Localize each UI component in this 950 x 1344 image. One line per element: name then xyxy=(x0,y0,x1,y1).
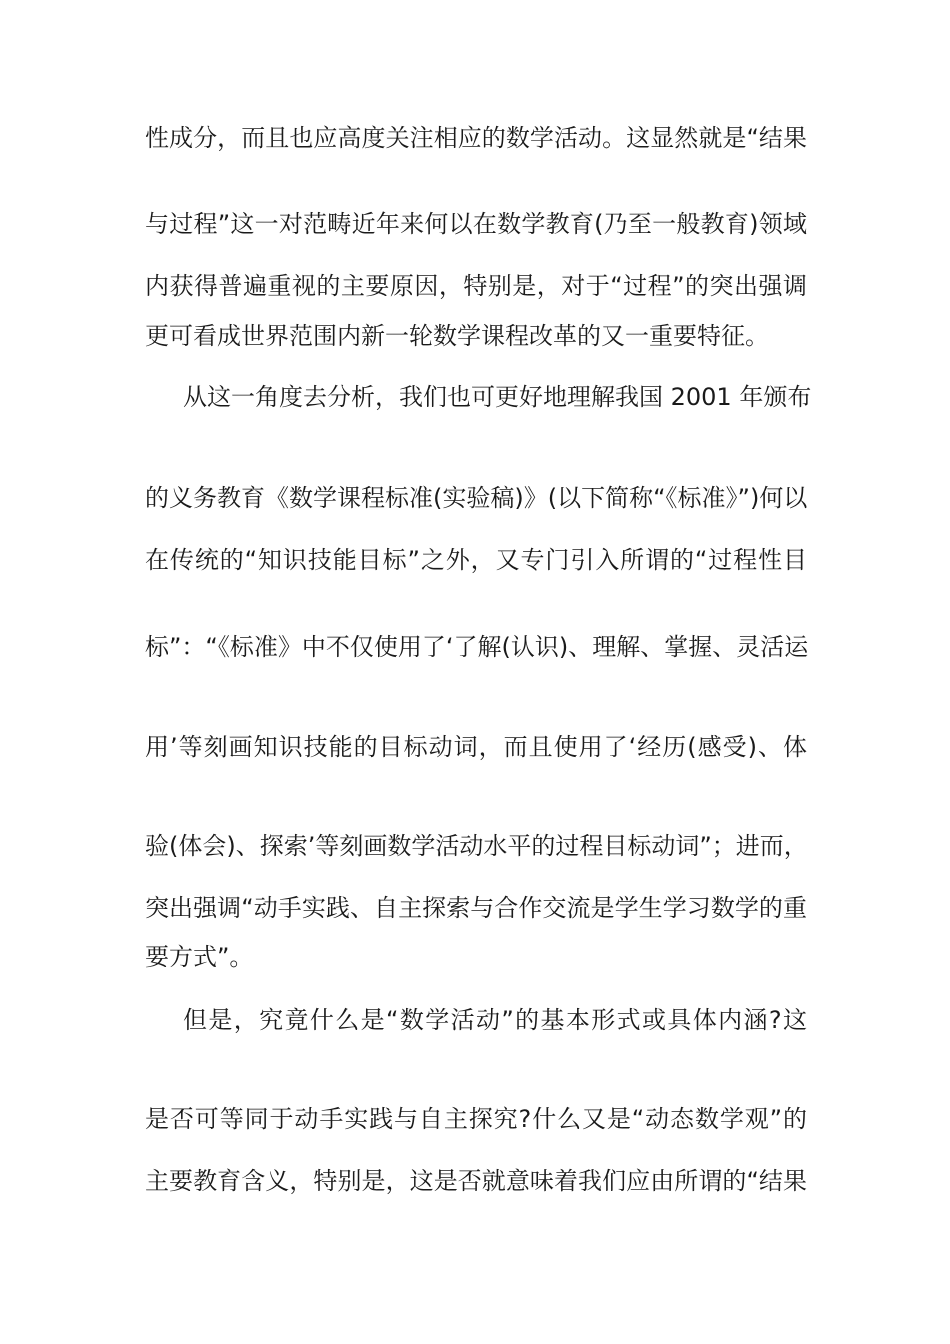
text-line: 验(体会)、探索’等刻画数学活动水平的过程目标动词”；进而， xyxy=(145,832,808,860)
text-line: 内获得普遍重视的主要原因，特别是，对于“过程”的突出强调 xyxy=(145,272,807,300)
text-line: 从这一角度去分析，我们也可更好地理解我国 2001 年颁布 xyxy=(183,383,812,411)
text-line: 的义务教育《数学课程标准(实验稿)》(以下简称“《标准》”)何以 xyxy=(145,484,808,512)
text-line: 是否可等同于动手实践与自主探究?什么又是“动态数学观”的 xyxy=(145,1105,807,1133)
text-line: 但是，究竟什么是“数学活动”的基本形式或具体内涵?这 xyxy=(183,1006,807,1034)
text-line: 与过程”这一对范畴近年来何以在数学教育(乃至一般教育)领域 xyxy=(145,210,807,238)
text-line: 用’等刻画知识技能的目标动词，而且使用了‘经历(感受)、体 xyxy=(145,733,807,761)
text-line: 主要教育含义，特别是，这是否就意味着我们应由所谓的“结果 xyxy=(145,1167,807,1195)
text-line: 在传统的“知识技能目标”之外，又专门引入所谓的“过程性目 xyxy=(145,546,807,574)
text-line: 要方式”。 xyxy=(145,943,254,971)
text-line: 突出强调“动手实践、自主探索与合作交流是学生学习数学的重 xyxy=(145,894,807,922)
text-line: 更可看成世界范围内新一轮数学课程改革的又一重要特征。 xyxy=(145,322,769,350)
text-line: 标”：“《标准》中不仅使用了‘了解(认识)、理解、掌握、灵活运 xyxy=(145,633,809,661)
text-line: 性成分，而且也应高度关注相应的数学活动。这显然就是“结果 xyxy=(145,124,807,152)
